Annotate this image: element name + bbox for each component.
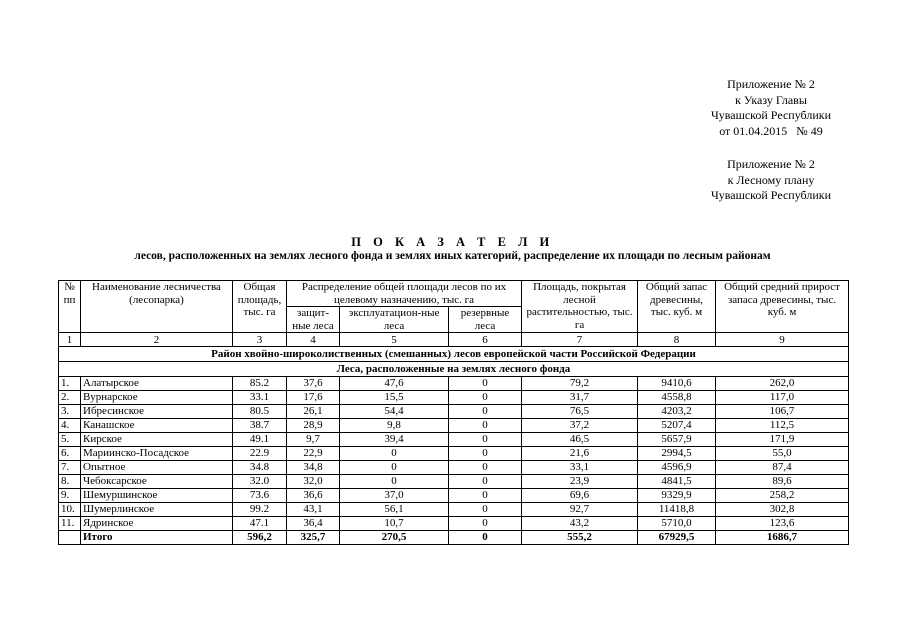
timber-stock-cell: 67929,5 <box>638 531 716 545</box>
timber-stock-cell: 4841,5 <box>638 475 716 489</box>
forestry-name-cell: Чебоксарское <box>81 475 233 489</box>
total-area-cell: 73.6 <box>233 489 287 503</box>
header-forest-covered: Площадь, покрытая лесной растительностью, тыс. га <box>522 281 638 333</box>
row-number-cell: 10. <box>59 503 81 517</box>
timber-stock-cell: 4558,8 <box>638 391 716 405</box>
timber-stock-cell: 11418,8 <box>638 503 716 517</box>
total-row <box>59 531 849 545</box>
avg-growth-cell: 1686,7 <box>716 531 849 545</box>
timber-stock-cell: 4203,2 <box>638 405 716 419</box>
forestry-name-cell: Шемуршинское <box>81 489 233 503</box>
reserve-area-cell: 0 <box>449 405 522 419</box>
protective-area-cell: 37,6 <box>287 377 340 391</box>
protective-area-cell: 22,9 <box>287 447 340 461</box>
reserve-area-cell: 0 <box>449 489 522 503</box>
protective-area-cell: 28,9 <box>287 419 340 433</box>
reserve-area-cell: 0 <box>449 475 522 489</box>
exploitation-area-cell: 270,5 <box>340 531 449 545</box>
forest-covered-area-cell: 46,5 <box>522 433 638 447</box>
total-area-cell: 32.0 <box>233 475 287 489</box>
forestry-name-cell: Шумерлинское <box>81 503 233 517</box>
row-number-cell: 4. <box>59 419 81 433</box>
column-number: 5 <box>340 333 449 347</box>
forestry-name-cell: Кирское <box>81 433 233 447</box>
exploitation-area-cell: 0 <box>340 447 449 461</box>
table-row <box>59 461 849 475</box>
exploitation-area-cell: 0 <box>340 461 449 475</box>
row-number-cell: 3. <box>59 405 81 419</box>
forest-covered-area-cell: 37,2 <box>522 419 638 433</box>
appendix-plan-line: к Лесному плану <box>727 172 815 187</box>
forest-covered-area-cell: 43,2 <box>522 517 638 531</box>
forestry-name-cell: Ядринское <box>81 517 233 531</box>
document-title: П О К А З А Т Е Л И <box>351 235 554 249</box>
exploitation-area-cell: 56,1 <box>340 503 449 517</box>
column-number: 2 <box>81 333 233 347</box>
table-row <box>59 391 849 405</box>
avg-growth-cell: 171,9 <box>716 433 849 447</box>
forest-indicators-table <box>58 280 849 545</box>
table-row <box>59 475 849 489</box>
column-number: 1 <box>59 333 81 347</box>
column-number: 8 <box>638 333 716 347</box>
column-number-row <box>59 333 849 347</box>
forest-covered-area-cell: 79,2 <box>522 377 638 391</box>
exploitation-area-cell: 9,8 <box>340 419 449 433</box>
total-area-cell: 34.8 <box>233 461 287 475</box>
table-row <box>59 419 849 433</box>
forestry-name-cell: Вурнарское <box>81 391 233 405</box>
reserve-area-cell: 0 <box>449 391 522 405</box>
forest-covered-area-cell: 76,5 <box>522 405 638 419</box>
forest-covered-area-cell: 33,1 <box>522 461 638 475</box>
forest-covered-area-cell: 21,6 <box>522 447 638 461</box>
reserve-area-cell: 0 <box>449 531 522 545</box>
total-label-cell: Итого <box>81 531 233 545</box>
avg-growth-cell: 262,0 <box>716 377 849 391</box>
appendix-decree-line: Приложение № 2 <box>727 77 815 91</box>
total-area-cell: 99.2 <box>233 503 287 517</box>
timber-stock-cell: 5710,0 <box>638 517 716 531</box>
column-number: 9 <box>716 333 849 347</box>
timber-stock-cell: 4596,9 <box>638 461 716 475</box>
forestry-name-cell: Алатырское <box>81 377 233 391</box>
forestry-name-cell: Ибресинское <box>81 405 233 419</box>
total-area-cell: 49.1 <box>233 433 287 447</box>
land-heading: Леса, расположенные на землях лесного фонда <box>59 362 849 377</box>
table-row <box>59 377 849 391</box>
row-number-cell: 11. <box>59 517 81 531</box>
protective-area-cell: 34,8 <box>287 461 340 475</box>
column-number: 7 <box>522 333 638 347</box>
header-no: № пп <box>59 281 81 333</box>
reserve-area-cell: 0 <box>449 517 522 531</box>
timber-stock-cell: 2994,5 <box>638 447 716 461</box>
table-row <box>59 503 849 517</box>
header-name: Наименование лесничества (лесопарка) <box>81 281 233 333</box>
avg-growth-cell: 87,4 <box>716 461 849 475</box>
protective-area-cell: 32,0 <box>287 475 340 489</box>
appendix-decree-block <box>640 77 902 139</box>
table-row <box>59 489 849 503</box>
avg-growth-cell: 112,5 <box>716 419 849 433</box>
total-area-cell: 596,2 <box>233 531 287 545</box>
column-number: 6 <box>449 333 522 347</box>
row-number-cell: 8. <box>59 475 81 489</box>
avg-growth-cell: 123,6 <box>716 517 849 531</box>
appendix-plan-block <box>640 157 902 204</box>
appendix-plan-line: Приложение № 2 <box>727 157 815 171</box>
appendix-decree-line: к Указу Главы <box>735 92 807 107</box>
protective-area-cell: 325,7 <box>287 531 340 545</box>
row-number-cell: 9. <box>59 489 81 503</box>
protective-area-cell: 36,6 <box>287 489 340 503</box>
row-number-cell: 2. <box>59 391 81 405</box>
header-reserve: резервные леса <box>449 307 522 333</box>
appendix-decree-line: Чувашской Республики <box>710 108 832 122</box>
header-timber-stock: Общий запас древесины, тыс. куб. м <box>638 281 716 333</box>
protective-area-cell: 9,7 <box>287 433 340 447</box>
forest-covered-area-cell: 555,2 <box>522 531 638 545</box>
timber-stock-cell: 9410,6 <box>638 377 716 391</box>
column-number: 4 <box>287 333 340 347</box>
header-total-area: Общая площадь, тыс. га <box>233 281 287 333</box>
table-row <box>59 517 849 531</box>
header-protective: защит-ные леса <box>287 307 340 333</box>
protective-area-cell: 17,6 <box>287 391 340 405</box>
appendix-plan-line: Чувашской Республики <box>710 188 832 202</box>
appendix-decree-date: от 01.04.2015 № 49 <box>719 123 823 138</box>
timber-stock-cell: 5207,4 <box>638 419 716 433</box>
header-avg-growth: Общий средний прирост запаса древесины, тыс. куб. м <box>716 281 849 333</box>
protective-area-cell: 26,1 <box>287 405 340 419</box>
total-area-cell: 47.1 <box>233 517 287 531</box>
exploitation-area-cell: 39,4 <box>340 433 449 447</box>
row-number-cell: 5. <box>59 433 81 447</box>
table-row <box>59 433 849 447</box>
exploitation-area-cell: 47,6 <box>340 377 449 391</box>
protective-area-cell: 43,1 <box>287 503 340 517</box>
reserve-area-cell: 0 <box>449 419 522 433</box>
table-row <box>59 405 849 419</box>
forest-covered-area-cell: 31,7 <box>522 391 638 405</box>
protective-area-cell: 36,4 <box>287 517 340 531</box>
timber-stock-cell: 9329,9 <box>638 489 716 503</box>
exploitation-area-cell: 54,4 <box>340 405 449 419</box>
column-number: 3 <box>233 333 287 347</box>
exploitation-area-cell: 15,5 <box>340 391 449 405</box>
avg-growth-cell: 258,2 <box>716 489 849 503</box>
total-area-cell: 33.1 <box>233 391 287 405</box>
exploitation-area-cell: 10,7 <box>340 517 449 531</box>
forest-covered-area-cell: 92,7 <box>522 503 638 517</box>
row-number-cell: 7. <box>59 461 81 475</box>
row-number-cell: 1. <box>59 377 81 391</box>
total-area-cell: 38.7 <box>233 419 287 433</box>
forestry-name-cell: Мариинско-Посадское <box>81 447 233 461</box>
total-area-cell: 85.2 <box>233 377 287 391</box>
total-area-cell: 80.5 <box>233 405 287 419</box>
exploitation-area-cell: 0 <box>340 475 449 489</box>
avg-growth-cell: 117,0 <box>716 391 849 405</box>
reserve-area-cell: 0 <box>449 461 522 475</box>
reserve-area-cell: 0 <box>449 447 522 461</box>
reserve-area-cell: 0 <box>449 377 522 391</box>
row-number-cell <box>59 531 81 545</box>
timber-stock-cell: 5657,9 <box>638 433 716 447</box>
reserve-area-cell: 0 <box>449 503 522 517</box>
forestry-name-cell: Опытное <box>81 461 233 475</box>
row-number-cell: 6. <box>59 447 81 461</box>
avg-growth-cell: 106,7 <box>716 405 849 419</box>
avg-growth-cell: 89,6 <box>716 475 849 489</box>
forestry-name-cell: Канашское <box>81 419 233 433</box>
exploitation-area-cell: 37,0 <box>340 489 449 503</box>
header-distribution: Распределение общей площади лесов по их целевому назначению, тыс. га <box>287 281 522 307</box>
header-exploitation: эксплуатацион-ные леса <box>340 307 449 333</box>
region-heading: Район хвойно-широколиственных (смешанных) лесов европейской части Российской Федерации <box>59 347 849 362</box>
avg-growth-cell: 55,0 <box>716 447 849 461</box>
forest-covered-area-cell: 23,9 <box>522 475 638 489</box>
table-row <box>59 447 849 461</box>
total-area-cell: 22.9 <box>233 447 287 461</box>
avg-growth-cell: 302,8 <box>716 503 849 517</box>
forest-covered-area-cell: 69,6 <box>522 489 638 503</box>
document-subtitle: лесов, расположенных на землях лесного фонда и землях иных категорий, распределение их площади по лесным районам <box>134 250 771 262</box>
reserve-area-cell: 0 <box>449 433 522 447</box>
